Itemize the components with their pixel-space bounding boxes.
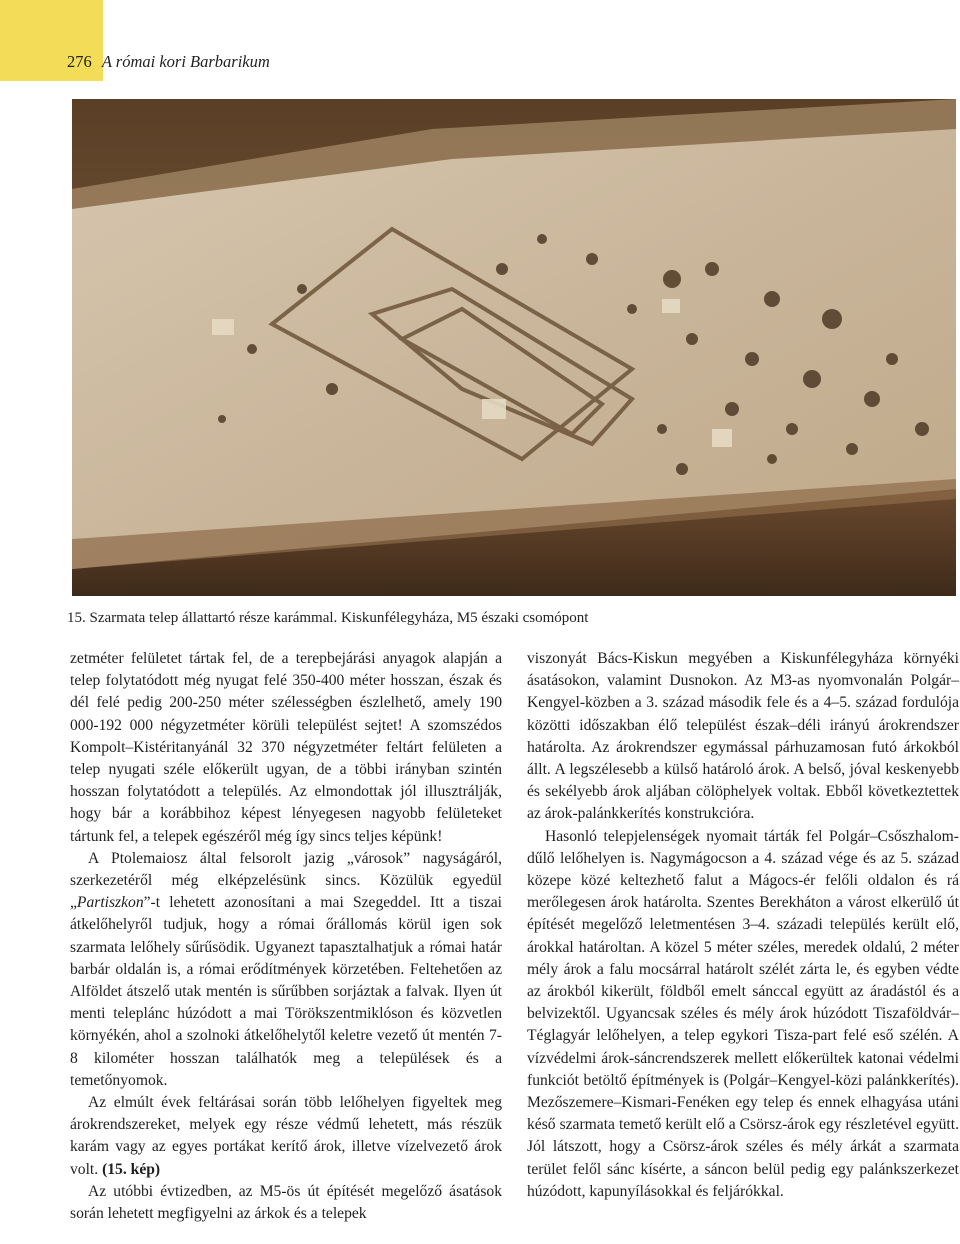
figure-reference: (15. kép) <box>102 1160 161 1178</box>
paragraph: Hasonló telepjelenségek nyomait tárták fel Polgár–Csőszhalom-dűlő lelőhelyen is. Nagymágocson a 4. század vége és az 5. század közepe közé keltezhető falut a Mágocs-ér felőli oldalon és rá merőlegesen árok határolta. Szentes Berekháton a várost elkerülő út építését megelőző leletmentésen 3–4. századi település került elő, árokkal határoltan. A közel 5 méter széles, meredek oldalú, 2 méter mély árok a falu mocsárral határolt szélét zárta le, és egyben védte az árokból kikerült, földből emelt sánccal együtt az áradástól és a belvizektől. Ugyancsak széles és mély árok húzódott Tiszaföldvár–Téglagyár lelőhelyen, a telep egykori Tisza-part felé eső szélén. A vízvédelmi árok-sáncrendszerek mellett előkerültek katonai védelmi funkciót betöltő építmények is (Polgár–Kengyel-közi palánkkerítés). Mezőszemere–Kismari-Fenéken egy telep és ennek elhagyása utáni késő szarmata temető került elő a Csörsz-árok egy részletével együtt. Jól látszott, hogy a Csörsz-árok széles és mély árkát a szarmata terület felől sánc kísérte, a sáncon belül pedig egy palánkszerkezet húzódott, kapunyílásokkal és feljárókkal. <box>527 827 959 1200</box>
text-column-right <box>527 648 959 1203</box>
paragraph: zetméter felületet tártak fel, de a terepbejárási anyagok alapján a telep folytatódott még nyugat felé 350-400 méter hosszan, észak és dél felé pedig 200-250 méter szélességben észlelhető, amely 190 000-192 000 négyzetméter körüli települést sejtet! A szomszédos Kompolt–Kistéritanyánál 32 370 négyzetméter feltárt felületen a telep nyugati széle előkerült ugyan, de a többi irányban szintén hosszan folytatódott a település. Az elmondottak jól illusztrálják, hogy bár a korábbihoz képest lényegesen nagyobb felületeket tártunk fel, a telepek egészéről még így sincs teljes képünk! <box>70 650 502 845</box>
running-head <box>67 52 270 72</box>
page-number: 276 <box>67 52 92 71</box>
paragraph: Az elmúlt évek feltárásai során több lelőhelyen figyeltek meg árokrendszereket, melyek egy része védmű lehetett, más részük karám vagy az egyes portákat kerítő árok, illetve vízelvezető árok volt. (15. kép) <box>70 1094 502 1178</box>
figure-caption: 15. Szarmata telep állattartó része karámmal. Kiskunfélegyháza, M5 északi csomópont <box>67 610 589 626</box>
paragraph: viszonyát Bács-Kiskun megyében a Kiskunfélegyháza környéki ásatásokon, valamint Dusnokon. Az M3-as nyomvonalán Polgár–Kengyel-közben a 3. század második fele és a 4–5. század fordulója közötti időszakban élő települést észak–déli irányú árokrendszer határolta. Az árokrendszer egymással párhuzamosan futó árkokból állt. A legszélesebb a külső határoló árok. A belső, jóval keskenyebb és sekélyebb árok aljában cölöphelyek voltak. Ebből következtettek az árok-palánkkerítés konstrukcióra. <box>527 650 959 823</box>
aerial-photo-excavation <box>72 99 956 596</box>
book-title: A római kori Barbarikum <box>101 52 270 71</box>
paragraph: A Ptolemaiosz által felsorolt jazig „városok” nagyságáról, szerkezetéről még elképzelésünk sincs. Közülük egyedül „Partiszkon”-t lehetett azonosítani a mai Szegeddel. Itt a tiszai átkelőhelyről tudjuk, hogy a római őrállomás körül igen sok szarmata lelőhely sűrűsödik. Ugyanezt tapasztalhatjuk a római határ barbár oldalán is, a római erődítmények körzetében. Feltehetően az Alföldet átszelő utak mentén is sűrűbben sorjáztak a falvak. Ilyen út menti teleplánc húzódott a mai Törökszentmiklóson és közvetlen környékén, ahol a szolnoki átkelőhelytől keletre vezető út mentén 7-8 kilométer hosszan találhatók meg a települések és a temetőnyomok. <box>70 849 502 1089</box>
paragraph: Az utóbbi évtizedben, az M5-ös út építését megelőző ásatások során lehetett megfigyelni az árkok és a telepek <box>70 1182 502 1223</box>
text-column-left <box>70 648 502 1225</box>
